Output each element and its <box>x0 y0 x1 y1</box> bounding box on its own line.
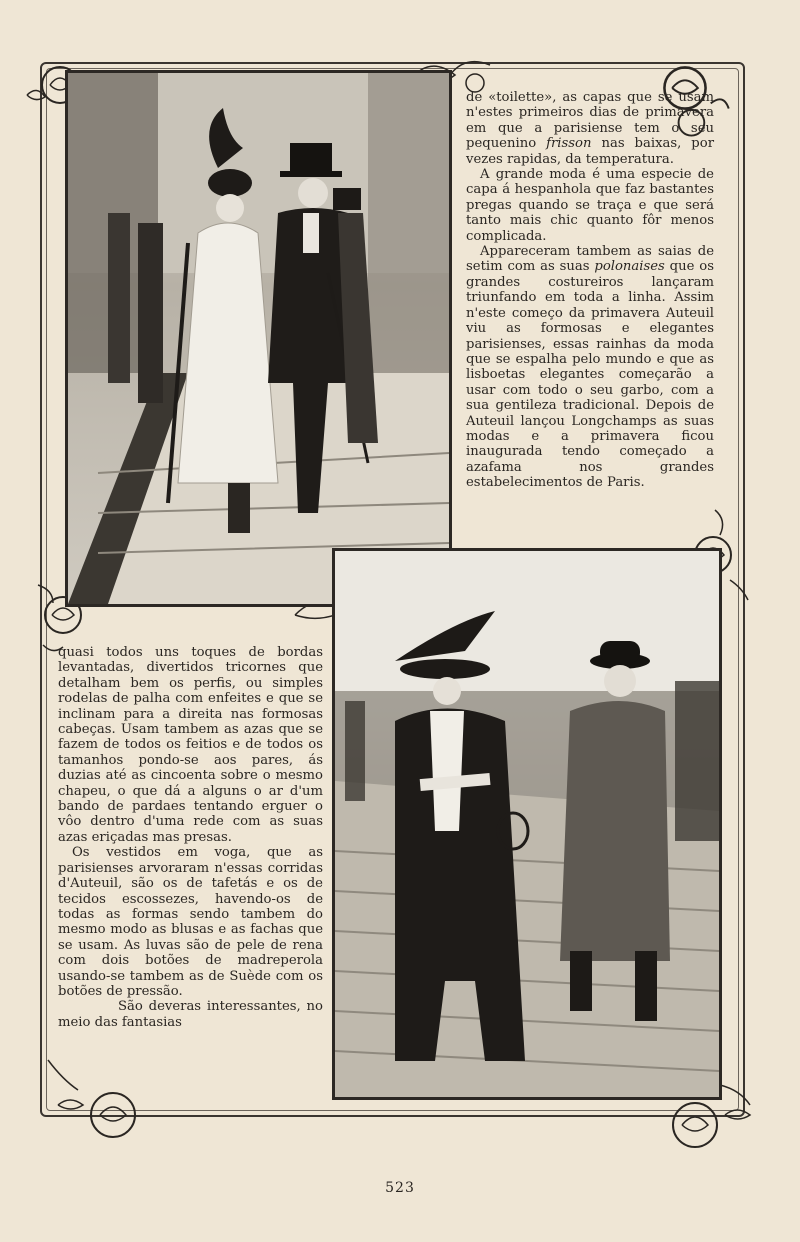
paragraph-vestidos <box>58 845 323 999</box>
photo-illustration-2 <box>335 551 719 1097</box>
text-run: quasi todos uns toques de bordas levantadas, divertidos tricornes que detalham bem os perfis, ou simples rodelas de palha com enfeites e que se inclinam para a direita nas formosas cabeças. Usam tambem as azas que se fazem de todos os feitios e de todos os tamanhos pondo-se aos pares, ás duzias até as cincoenta sobre o mesmo chapeu, o que dá a alguns o ar d'um bando de pardaes tentando erguer o vôo dentro d'uma rede com as suas azas eriçadas mas presas. <box>58 645 323 845</box>
text-run: Appareceram tambem as saias de setim com as suas <box>466 244 714 275</box>
paragraph-capas <box>466 90 714 167</box>
text-run: nas baixas, por vezes rapidas, da temperatura. <box>466 136 714 167</box>
paragraph-grande-moda <box>466 167 714 244</box>
text-emphasis: polonaises <box>594 259 665 275</box>
text-run: A grande moda é uma especie de capa á hespanhola que faz bastantes pregas quando se traça e que será tanto mais chic quanto fôr menos complicada. <box>466 167 714 244</box>
article-column-right <box>466 90 714 491</box>
page-number: 523 <box>385 1180 415 1196</box>
rose-ornament-bottom-left <box>38 1050 158 1150</box>
text-run: São deveras interessantes, no meio das fantasias <box>58 999 323 1030</box>
paragraph-fantasias <box>58 999 323 1030</box>
text-run: Os vestidos em voga, que as parisienses arvoraram n'essas corridas d'Auteuil, são os de tafetás e os de tecidos escossezes, havendo-os de todas as formas sendo tambem do mesmo modo as blusas e as fachas que se usam. As luvas são de pele de rena com dois botões de madreperola usando-se tambem as de Suède com os botões de pressão. <box>58 845 323 999</box>
text-emphasis: frisson <box>546 136 592 152</box>
paragraph-chapeus <box>58 645 323 845</box>
article-column-left <box>58 645 323 1030</box>
photo-illustration-1 <box>68 73 449 604</box>
paragraph-saias-setim <box>466 244 714 491</box>
photo-fashion-couple-auteuil <box>65 70 452 607</box>
photo-fashion-couple-promenade <box>332 548 722 1100</box>
text-run: que os grandes costureiros lançaram triunfando em toda a linha. Assim n'este começo da primavera Auteuil viu as formosas e elegantes parisienses, essas rainhas da moda que se espalha pelo mundo e que as lisboetas elegantes começarão a usar com todo o seu garbo, com a sua gentileza tradicional. Depois de Auteuil lançou Longchamps as suas modas e a primavera ficou inaugurada tendo começado a azafama nos grandes estabelecimentos de Paris. <box>466 259 714 491</box>
text-run: de «toilette», as capas que se usam n'estes primeiros dias de primavera em que a parisiense tem o seu pequenino <box>466 90 714 152</box>
